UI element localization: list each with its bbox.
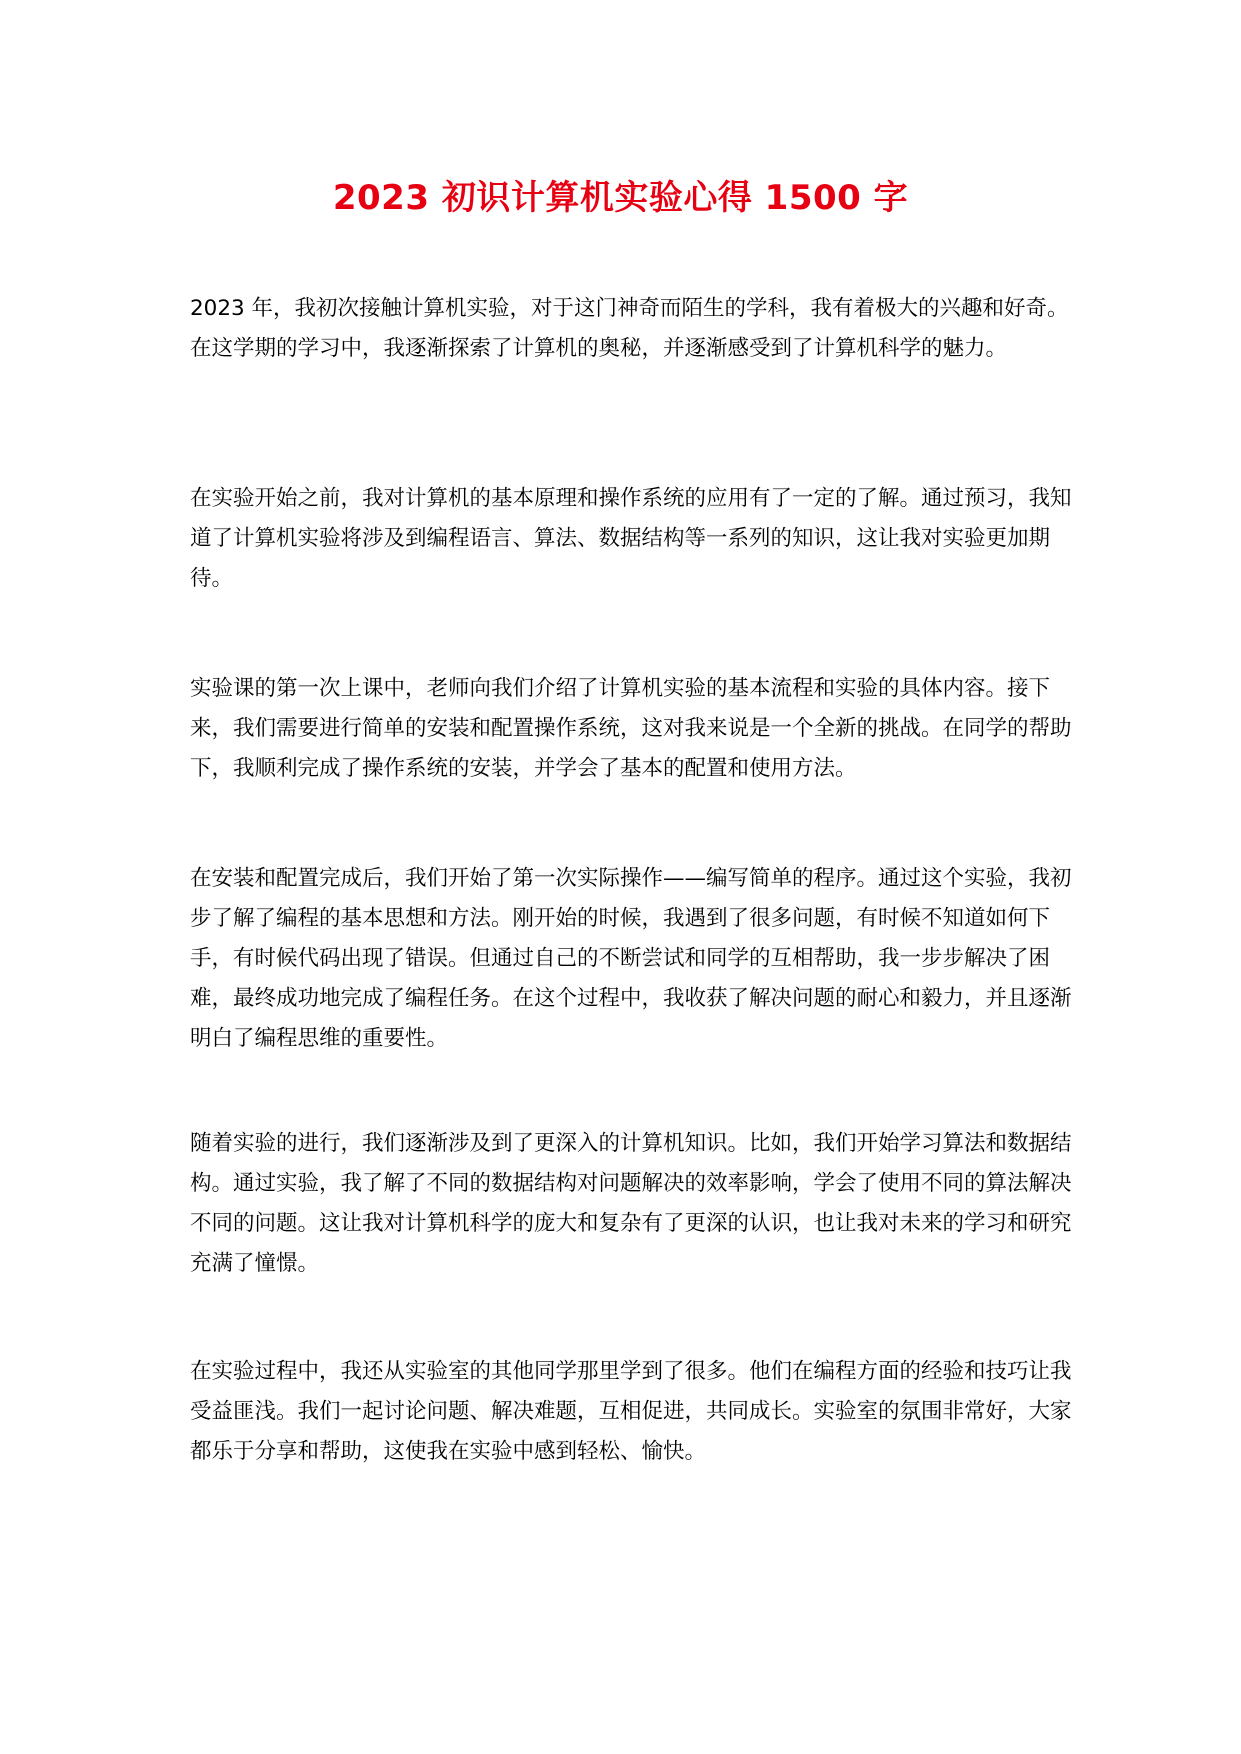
paragraph-5: 随着实验的进行，我们逐渐涉及到了更深入的计算机知识。比如，我们开始学习算法和数据结构。通过实验，我了解了不同的数据结构对问题解决的效率影响，学会了使用不同的算法解决不同的问题。这让我对计算机科学的庞大和复杂有了更深的认识，也让我对未来的学习和研究充满了憧憬。	[190, 1131, 1072, 1276]
paragraph-6: 在实验过程中，我还从实验室的其他同学那里学到了很多。他们在编程方面的经验和技巧让我受益匪浅。我们一起讨论问题、解决难题，互相促进，共同成长。实验室的氛围非常好，大家都乐于分享和帮助，这使我在实验中感到轻松、愉快。	[190, 1359, 1072, 1464]
paragraph-2: 在实验开始之前，我对计算机的基本原理和操作系统的应用有了一定的了解。通过预习，我知道了计算机实验将涉及到编程语言、算法、数据结构等一系列的知识，这让我对实验更加期待。	[190, 486, 1072, 591]
document-title: 2023 初识计算机实验心得 1500 字	[332, 178, 909, 218]
paragraph-3: 实验课的第一次上课中，老师向我们介绍了计算机实验的基本流程和实验的具体内容。接下来，我们需要进行简单的安装和配置操作系统，这对我来说是一个全新的挑战。在同学的帮助下，我顺利完成了操作系统的安装，并学会了基本的配置和使用方法。	[190, 676, 1072, 781]
paragraph-1: 2023 年，我初次接触计算机实验，对于这门神奇而陌生的学科，我有着极大的兴趣和好奇。在这学期的学习中，我逐渐探索了计算机的奥秘，并逐渐感受到了计算机科学的魅力。	[190, 296, 1069, 361]
paragraph-4: 在安装和配置完成后，我们开始了第一次实际操作——编写简单的程序。通过这个实验，我初步了解了编程的基本思想和方法。刚开始的时候，我遇到了很多问题，有时候不知道如何下手，有时候代码出现了错误。但通过自己的不断尝试和同学的互相帮助，我一步步解决了困难，最终成功地完成了编程任务。在这个过程中，我收获了解决问题的耐心和毅力，并且逐渐明白了编程思维的重要性。	[190, 866, 1072, 1051]
